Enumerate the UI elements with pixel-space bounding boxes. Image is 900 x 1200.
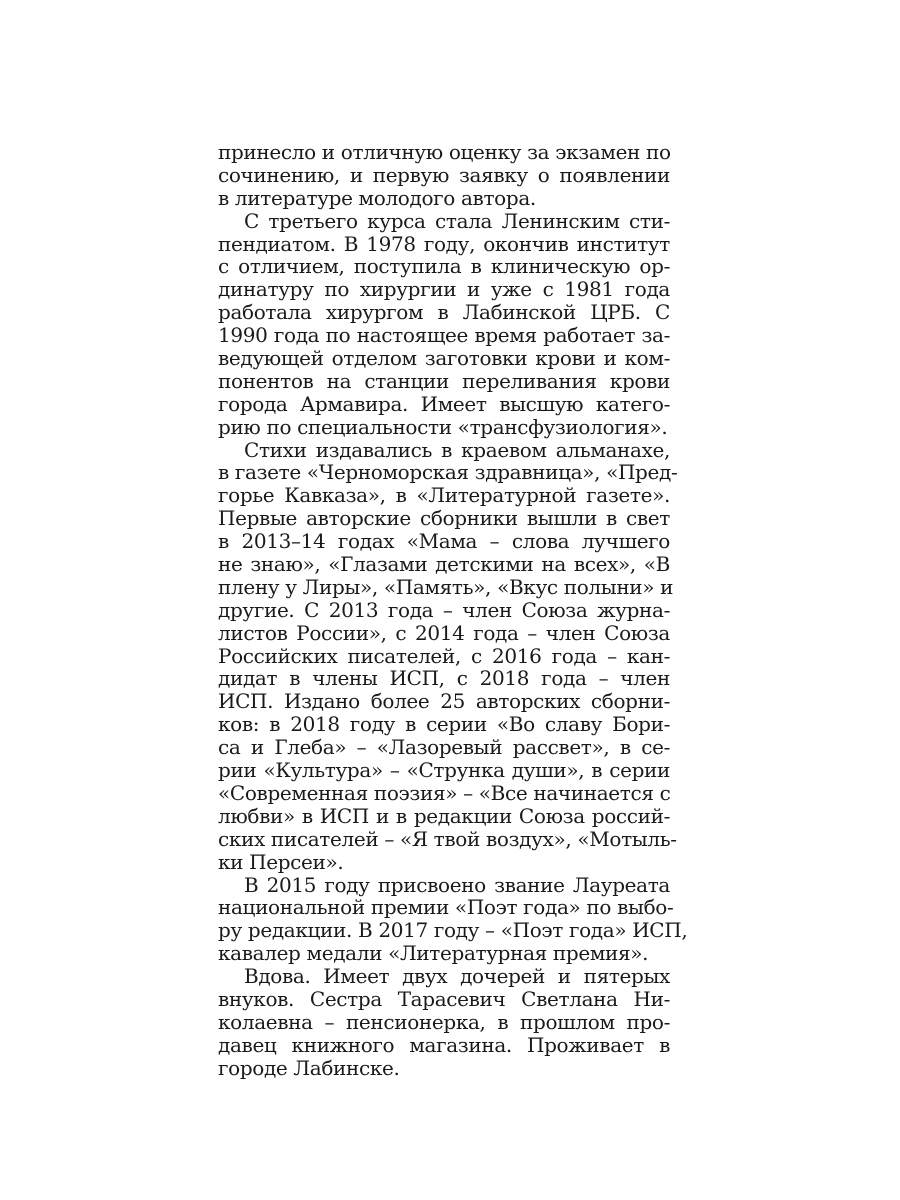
text-line: принесло и отличную оценку за экзамен по <box>218 140 671 164</box>
text-line: национальной премии «Поэт года» по выбо- <box>218 895 674 920</box>
text-line: горье Кавказа», в «Литературной газете». <box>218 483 670 508</box>
text-line: Вдова. Имеет двух дочерей и пятерых <box>244 964 670 989</box>
text-line: ведующей отделом заготовки крови и ком- <box>218 346 670 371</box>
text-line: динатуру по хирургии и уже с 1981 года <box>218 277 670 302</box>
text-line: В 2015 году присвоено звание Лауреата <box>244 872 670 897</box>
text-line: ки Персеи». <box>218 849 344 874</box>
text-line: с отличием, поступила в клиническую ор- <box>218 254 670 279</box>
text-line: ков: в 2018 году в серии «Во славу Бори- <box>218 712 670 737</box>
text-line: 1990 года по настоящее время работает за- <box>218 323 670 348</box>
text-line: «Современная поэзия» – «Все начинается с <box>218 780 671 805</box>
text-line: ИСП. Издано более 25 авторских сборни- <box>218 689 670 714</box>
text-line: любви» в ИСП и в редакции Союза россий- <box>218 803 670 828</box>
text-line: рию по специальности «трансфузиология». <box>218 414 668 439</box>
text-line: листов России», с 2014 года – член Союза <box>218 620 670 645</box>
text-line: Российских писателей, с 2016 года – кан- <box>218 643 670 668</box>
text-line: города Армавира. Имеет высшую катего- <box>218 391 670 416</box>
text-line: сочинению, и первую заявку о появлении <box>218 162 670 187</box>
text-line: внуков. Сестра Тарасевич Светлана Ни- <box>218 986 670 1011</box>
text-line: ских писателей – «Я твой воздух», «Мотыль- <box>218 826 677 851</box>
text-line: плену у Лиры», «Память», «Вкус полыни» и <box>218 574 674 599</box>
text-line: городе Лабинске. <box>218 1055 400 1080</box>
text-line: другие. С 2013 года – член Союза журна- <box>218 597 670 622</box>
paragraph-5 <box>218 965 670 1079</box>
text-line: рии «Культура» – «Струнка души», в серии <box>218 758 670 783</box>
text-line: в газете «Черноморская здравница», «Пред- <box>218 460 678 485</box>
paragraph-4 <box>218 872 688 966</box>
text-line: работала хирургом в Лабинской ЦРБ. С <box>218 300 670 325</box>
text-line: С третьего курса стала Ленинским сти- <box>244 208 670 233</box>
text-line: в 2013–14 годах «Мама – слова лучшего <box>218 529 670 554</box>
paragraph-1 <box>218 141 670 210</box>
text-line: не знаю», «Глазами детскими на всех», «В <box>218 552 670 577</box>
text-line: колаевна – пенсионерка, в прошлом про- <box>218 1009 670 1034</box>
paragraph-3 <box>218 437 678 874</box>
text-line: Стихи издавались в краевом альманахе, <box>244 437 670 462</box>
text-line: са и Глеба» – «Лазоревый рассвет», в се- <box>218 735 670 760</box>
text-line: дидат в члены ИСП, с 2018 года – член <box>218 666 670 691</box>
text-line: Первые авторские сборники вышли в свет <box>218 506 670 531</box>
text-line: кавалер медали «Литературная премия». <box>218 941 649 966</box>
text-line: пендиатом. В 1978 году, окончив институт <box>218 231 670 256</box>
text-line: давец книжного магазина. Проживает в <box>218 1032 670 1057</box>
text-line: ру редакции. В 2017 году – «Поэт года» ИСП, <box>218 918 688 943</box>
paragraph-2 <box>218 210 670 439</box>
page-text <box>218 140 688 1080</box>
text-line: понентов на станции переливания крови <box>218 368 670 393</box>
text-line: в литературе молодого автора. <box>218 185 536 210</box>
